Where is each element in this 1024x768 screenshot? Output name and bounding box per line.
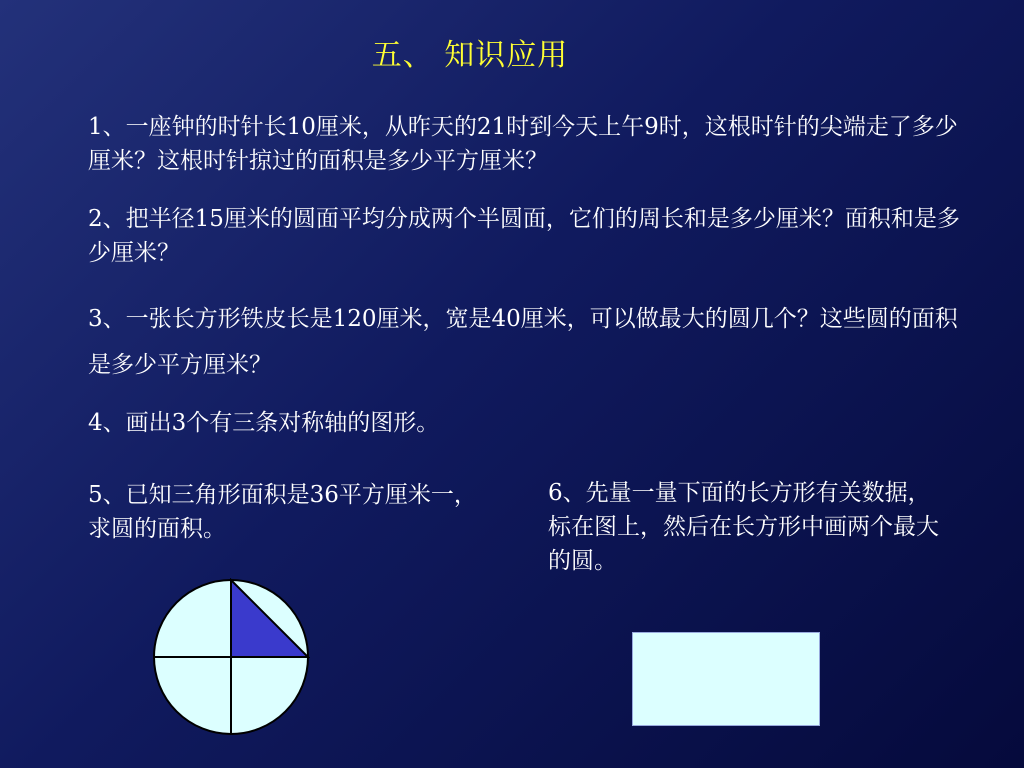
rectangle-figure [632, 632, 820, 726]
problem-6: 6、先量一量下面的长方形有关数据，标在图上，然后在长方形中画两个最大的圆。 [548, 480, 939, 574]
problem-1: 1、一座钟的时针长10厘米，从昨天的21时到今天上午9时，这根时针的尖端走了多少厘米？这根时针掠过的面积是多少平方厘米？ [88, 114, 958, 174]
problem-3: 3、一张长方形铁皮长是120厘米，宽是40厘米，可以做最大的圆几个？这些圆的面积是多少平方厘米？ [88, 306, 958, 378]
problem-2: 2、把半径15厘米的圆面平均分成两个半圆面，它们的周长和是多少厘米？面积和是多少厘米？ [88, 206, 960, 266]
circle-with-triangle-figure [152, 578, 310, 736]
slide-title: 五、 知识应用 [371, 38, 569, 73]
problem-4: 4、画出3个有三条对称轴的图形。 [88, 410, 440, 436]
problem-5: 5、已知三角形面积是36平方厘米一，求圆的面积。 [88, 482, 477, 542]
